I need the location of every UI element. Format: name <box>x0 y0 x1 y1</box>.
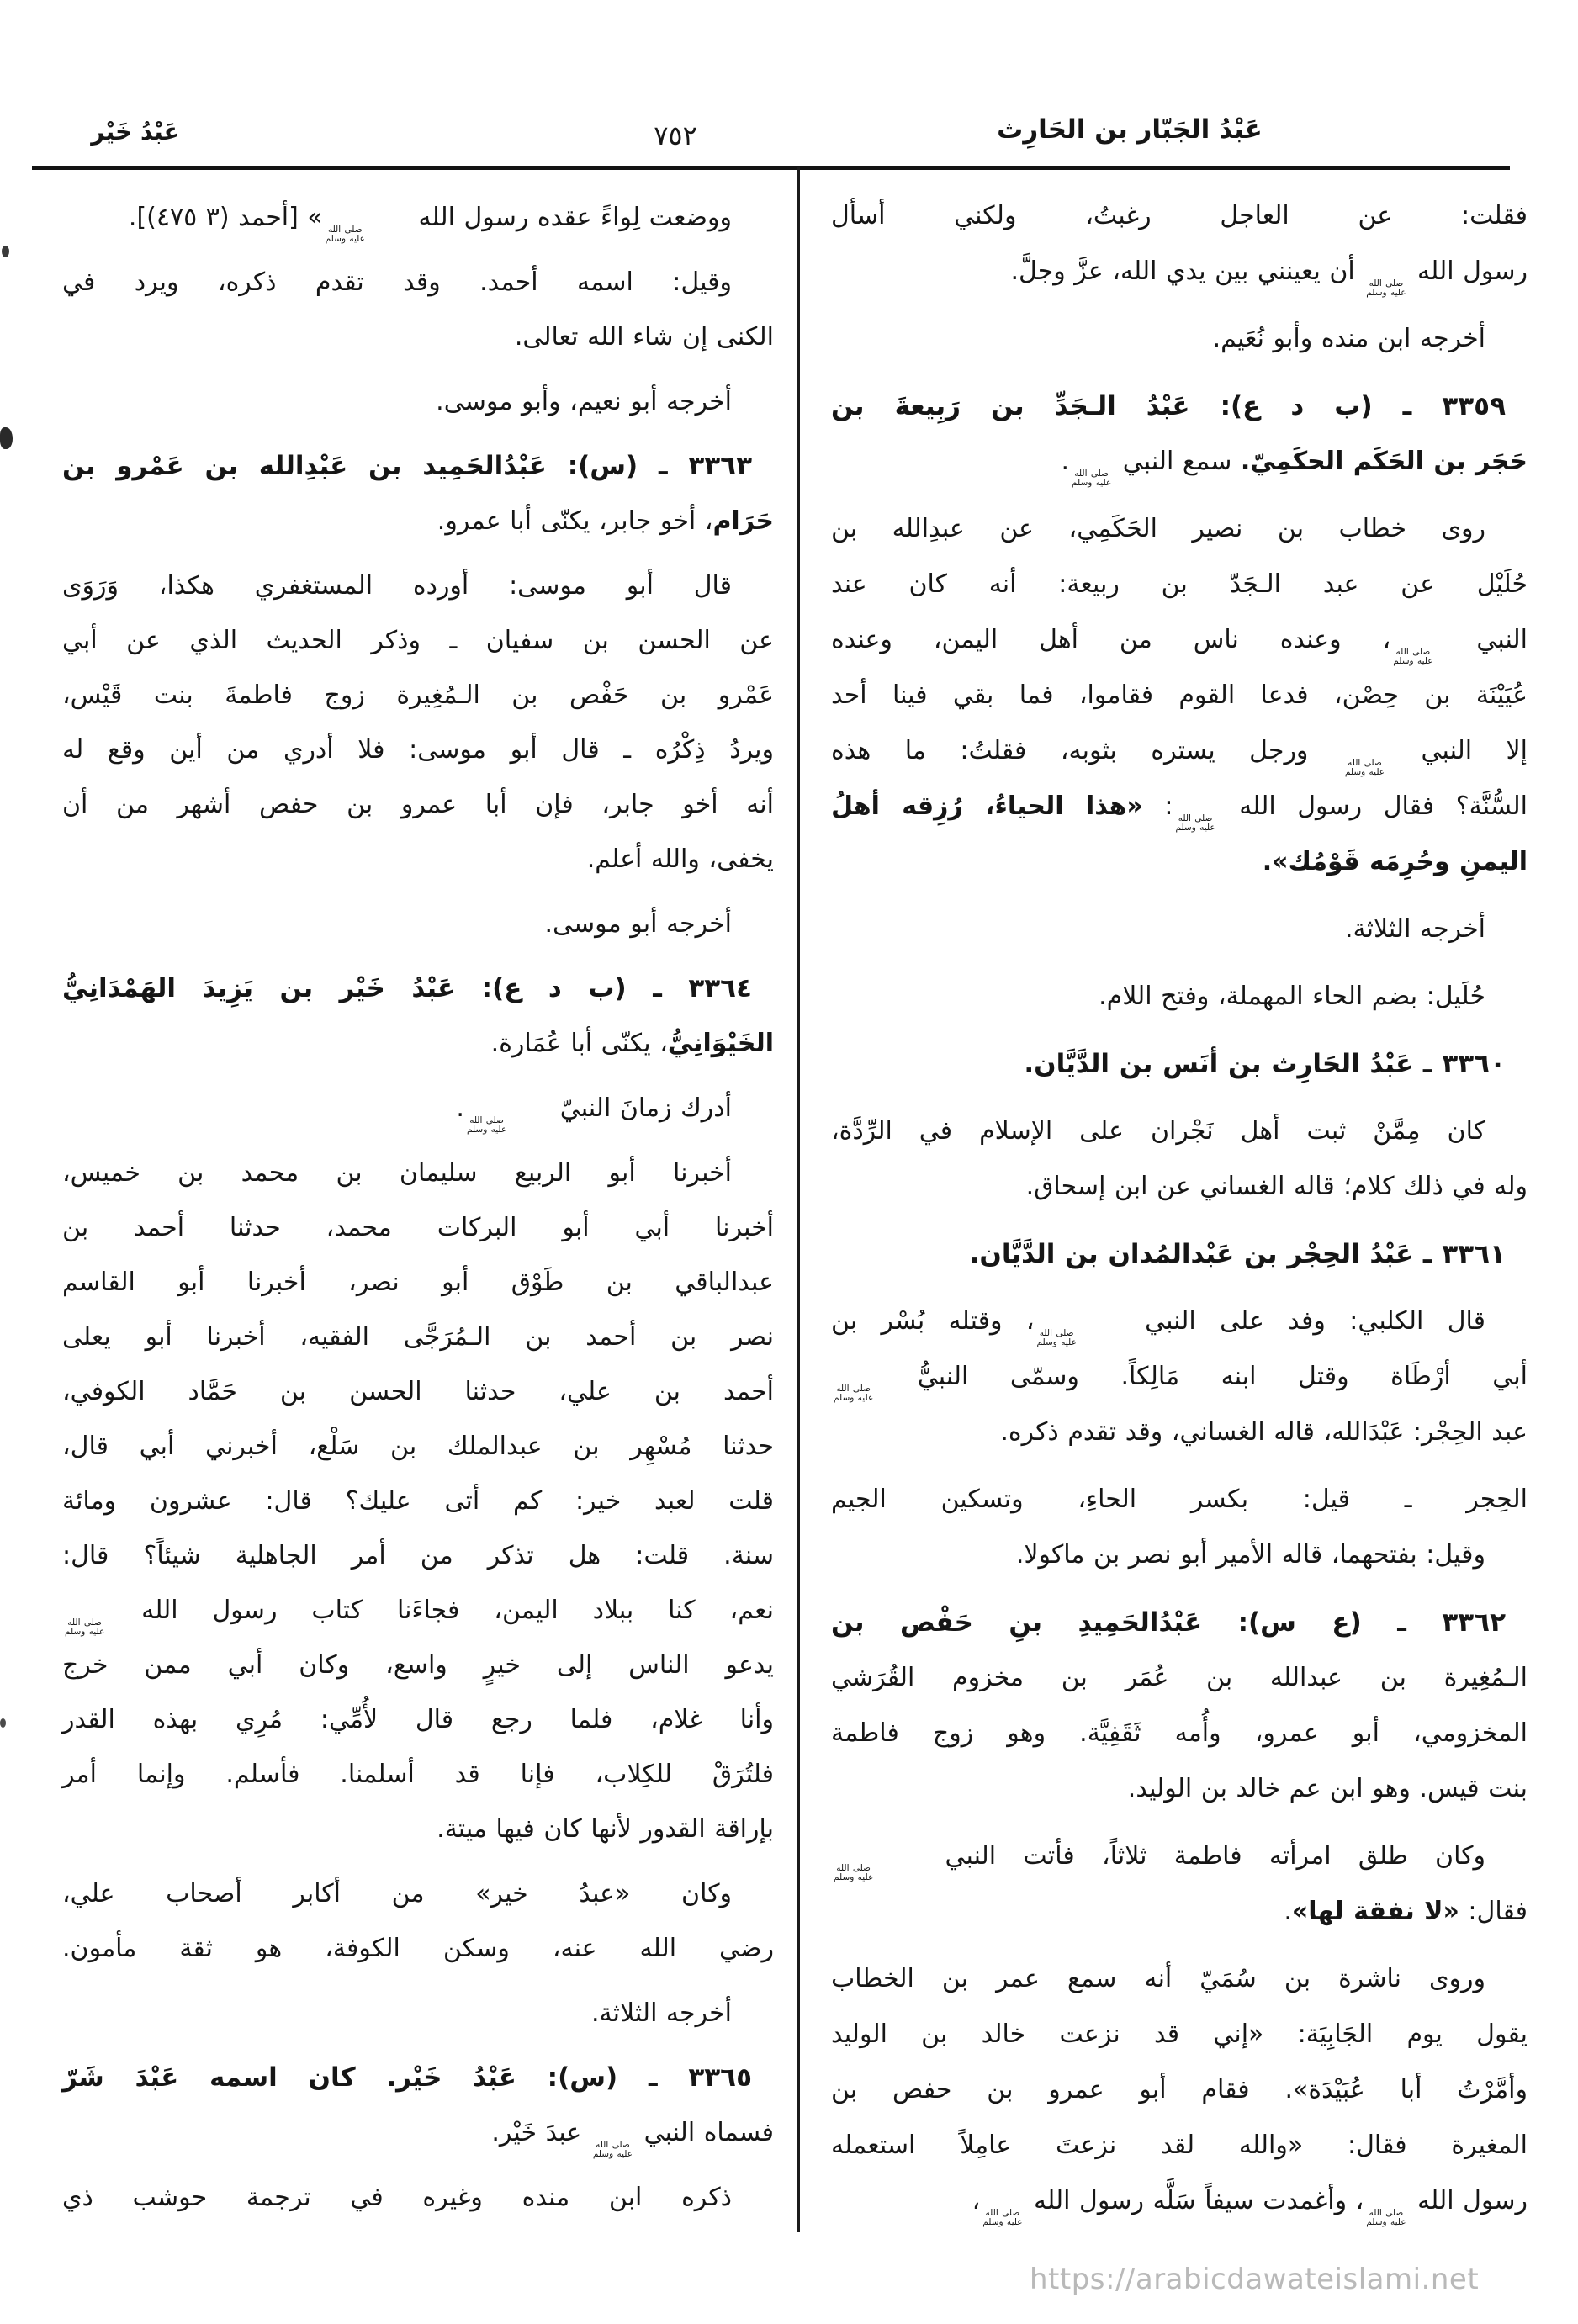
text-line: أخرجه أبو نعيم، وأبو موسى. <box>436 387 732 416</box>
text-line: روى خطاب بن نصير الحَكَمِي، عن عبدِالله بن <box>831 514 1485 543</box>
entry-heading-line: ٣٣٦٤ ـ (ب د ع): عَبْدُ خَيْر بن يَزِيدَ الهَمْدَانِيُّ <box>62 973 752 1003</box>
text-line: وأنا غلام، فلما رجع قال لأُمِّي: مُرِي بهذه القدر <box>62 1705 774 1734</box>
text-line: أخبرنا أبي أبو البركات محمد، حدثنا أحمد بن <box>62 1213 774 1242</box>
column-divider-rule <box>797 167 800 2232</box>
text-line: أخرجه أبو موسى. <box>544 909 732 939</box>
text-line: وقيل: اسمه أحمد. وقد تقدم ذكره، ويرد في <box>62 267 732 297</box>
text-line: يقول يوم الجَابِيَة: «إني قد نزعت خالد بن الوليد <box>831 2020 1528 2049</box>
text-line: الخَيْوَانِيُّ، يكنّى أبا عُمَارة. <box>490 1029 774 1058</box>
text-line: يدعو الناس إلى خيرٍ واسع، وكان أبي ممن خرج <box>62 1650 774 1680</box>
header-rule <box>32 166 1510 170</box>
text-line: بنت قيس. وهو ابن عم خالد بن الوليد. <box>1127 1774 1528 1803</box>
text-line: حدثنا مُسْهِر بن عبدالملك بن سَلْع، أخبرني أبي قال، <box>62 1432 774 1461</box>
text-line: الـمُغِيرة بن عبدالله بن عُمَر بن مخزوم القُرَشي <box>831 1663 1528 1692</box>
text-line: السُّنَّة؟ فقال رسول الله صلى الله عليه وسلم : «هذا الحياءُ، رُزِقه أهلُ <box>831 791 1528 833</box>
pbuh-mark: صلى الله عليه وسلم <box>1393 647 1433 666</box>
pbuh-mark: صلى الله عليه وسلم <box>1175 813 1215 833</box>
text-line: الحِجر ـ قيل: بكسر الحاءِ، وتسكين الجيم <box>831 1485 1528 1514</box>
text-line: فقال: «لا نفقة لها». <box>1284 1897 1528 1926</box>
text-line: أخرجه ابن منده وأبو نُعَيم. <box>1212 324 1485 353</box>
text-line: أبي أرْطَاة وقتل ابنه مَالِكاً. وسمّى النبيُّ صلى الله عليه وسلم <box>834 1362 1528 1403</box>
entry-heading-line: ٣٣٦٣ ـ (س): عَبْدُالحَمِيد بن عَبْدِالله بن عَمْرو بن <box>62 451 752 481</box>
text-line: رسول الله صلى الله عليه وسلم ، وأغمدت سيفاً سَلَّه رسول الله صلى الله عليه وسلم ، <box>972 2186 1528 2227</box>
pbuh-mark: صلى الله عليه وسلم <box>834 1863 874 1882</box>
text-line: قلت لعبد خير: كم أتى عليك؟ قال: عشرون ومائة <box>62 1486 774 1516</box>
entry-heading-line: ٣٣٥٩ ـ (ب د ع): عَبْدُ الـجَدِّ بن رَبِيعةَ بن <box>831 391 1506 421</box>
header-right-title: عَبْدُ الجَبّار بن الحَارِث <box>997 114 1263 145</box>
text-line: أخرجه الثلاثة. <box>591 1998 732 2028</box>
pbuh-mark: صلى الله عليه وسلم <box>325 225 365 244</box>
scan-speck <box>0 427 13 449</box>
pbuh-mark: صلى الله عليه وسلم <box>1072 469 1112 488</box>
text-line: سنة. قلت: هل تذكر من أمر الجاهلية شيئاً؟ قال: <box>62 1541 774 1570</box>
text-line: عبد الحِجْر: عَبْدَالله، قاله الغساني، وقد تقدم ذكره. <box>1000 1417 1528 1447</box>
text-line: عُيَيْنَة بن حِصْن، فدعا القوم فقاموا، فما بقي فينا أحد <box>831 680 1528 710</box>
text-line: الكنى إن شاء الله تعالى. <box>514 322 774 352</box>
text-line: حَرَام، أخو جابر، يكنّى أبا عمرو. <box>437 506 774 536</box>
text-line: إلا النبي صلى الله عليه وسلم ورجل يستره بثوبه، فقلتُ: ما هذه <box>831 736 1528 777</box>
text-line: كان مِمَّنْ ثبت أهل نَجْران على الإسلام في الرِّدَّة، <box>831 1116 1485 1146</box>
watermark-url: https://arabicdawateislami.net <box>1030 2263 1480 2296</box>
pbuh-mark: صلى الله عليه وسلم <box>1036 1328 1077 1347</box>
text-line: وروى ناشرة بن سُمَيّ أنه سمع عمر بن الخطاب <box>831 1964 1485 1993</box>
text-line: ووضعت لِواءً عقده رسول الله صلى الله عليه وسلم » [أحمد (٣ ٤٧٥)]. <box>128 203 732 244</box>
text-line: عَمْرو بن حَفْص بن الـمُغِيرة زوج فاطمةَ بنت قَيْس، <box>62 680 774 710</box>
pbuh-mark: صلى الله عليه وسلم <box>982 2208 1023 2227</box>
text-line: أخبرنا أبو الربيع سليمان بن محمد بن خميس، <box>62 1158 732 1188</box>
text-line: المخزومي، أبو عمرو، وأُمه ثَقَفِيَّة. وهو زوج فاطمة <box>831 1718 1528 1748</box>
scan-speck <box>0 1718 6 1728</box>
text-line: حُلَيل: بضم الحاء المهملة، وفتح اللام. <box>1099 982 1485 1011</box>
header-left-title: عَبْدُ خَيْر <box>91 118 180 146</box>
text-line: رضي الله عنه، وسكن الكوفة، هو ثقة مأمون. <box>62 1934 774 1963</box>
text-line: فقلت: عن العاجل رغبتُ، ولكني أسأل <box>831 201 1528 230</box>
pbuh-mark: صلى الله عليه وسلم <box>1366 2208 1406 2227</box>
entry-heading-line: ٣٣٦٠ ـ عَبْدُ الحَارِث بن أنَس بن الدَّيَّان. <box>1024 1049 1506 1079</box>
text-line: وكان طلق امرأته فاطمة ثلاثاً، فأتت النبي صلى الله عليه وسلم <box>834 1841 1485 1882</box>
scan-speck <box>2 246 9 257</box>
text-line: يخفى، والله أعلم. <box>586 844 774 874</box>
text-line: فسماه النبي صلى الله عليه وسلم عبدَ خَيْر. <box>491 2118 774 2159</box>
text-line: أدرك زمانَ النبيّ صلى الله عليه وسلم . <box>456 1093 732 1135</box>
entry-heading-line: ٣٣٦١ ـ عَبْدُ الحِجْر بن عَبْدالمُدان بن الدَّيَّان. <box>969 1239 1506 1269</box>
text-line: المغيرة فقال: «والله لقد نزعتَ عامِلاً استعمله <box>831 2131 1528 2160</box>
text-line: أنه أخو جابر، فإن أبا عمرو بن حفص أشهر من أن <box>62 790 774 819</box>
page-number: ٧٥٢ <box>654 119 697 151</box>
text-line: عبدالباقي بن طَوْق أبو نصر، أخبرنا أبو القاسم <box>62 1268 774 1297</box>
text-line: رسول الله صلى الله عليه وسلم أن يعينني بين يدي الله، عزَّ وجلَّ. <box>1010 257 1528 298</box>
text-line: بإراقة القدور لأنها كان فيها ميتة. <box>437 1814 774 1844</box>
text-line: نصر بن أحمد بن الـمُرَجَّى الفقيه، أخبرنا أبو يعلى <box>62 1322 774 1352</box>
text-line: قال الكلبي: وفد على النبي صلى الله عليه وسلم ، وقتله بُسْر بن <box>831 1306 1485 1347</box>
pbuh-mark: صلى الله عليه وسلم <box>592 2140 633 2159</box>
text-line: النبي صلى الله عليه وسلم ، وعنده ناس من أهل اليمن، وعنده <box>831 625 1528 666</box>
text-line: قال أبو موسى: أورده المستغفري هكذا، وَرَوَى <box>62 571 732 601</box>
text-line: اليمنِ وحُرِمَه قَوْمُك». <box>1262 847 1528 876</box>
column-right <box>831 188 1528 2229</box>
text-line: وقيل: بفتحهما، قاله الأمير أبو نصر بن ماكولا. <box>1015 1540 1485 1570</box>
text-line: ويردُ ذِكْرُه ـ قال أبو موسى: فلا أدري من أين وقع له <box>62 735 774 765</box>
column-left <box>62 190 774 2225</box>
text-line: أخرجه الثلاثة. <box>1345 914 1485 944</box>
text-line: فلتُرَقْ للكِلاب، فإنا قد أسلمنا. فأسلم. وإنما أمر <box>62 1760 774 1789</box>
text-line: وكان «عبدُ خير» من أكابر أصحاب علي، <box>62 1879 732 1908</box>
text-line: وأمَّرْتُ أبا عُبَيْدَة». فقام أبو عمرو بن حفص بن <box>831 2075 1528 2104</box>
pbuh-mark: صلى الله عليه وسلم <box>65 1617 105 1637</box>
text-line: ذكره ابن منده وغيره في ترجمة حوشب ذي <box>62 2183 732 2212</box>
pbuh-mark: صلى الله عليه وسلم <box>834 1384 874 1403</box>
entry-heading-line: ٣٣٦٢ ـ (ع س): عَبْدُالحَمِيدِ بنِ حَفْص بن <box>831 1607 1506 1638</box>
text-line: حُلَيْل عن عبد الـجَدّ بن ربيعة: أنه كان عند <box>831 569 1528 599</box>
pbuh-mark: صلى الله عليه وسلم <box>1366 278 1406 298</box>
pbuh-mark: صلى الله عليه وسلم <box>466 1115 507 1135</box>
entry-heading-line: ٣٣٦٥ ـ (س): عَبْدُ خَيْر. كان اسمه عَبْدَ شَرّ <box>62 2062 752 2093</box>
text-line: عن الحسن بن سفيان ـ وذكر الحديث الذي عن أبي <box>62 626 774 655</box>
text-line: نعم، كنا ببلاد اليمن، فجاءَنا كتاب رسول الله صلى الله عليه وسلم <box>65 1596 774 1637</box>
text-line: وله في ذلك كلام؛ قاله الغساني عن ابن إسحاق. <box>1025 1172 1528 1201</box>
text-line: أحمد بن علي، حدثنا الحسن بن حَمَّاد الكوفي، <box>62 1377 774 1406</box>
text-line: حَجَر بن الحَكَم الحكَمِيّ. سمع النبي صلى الله عليه وسلم . <box>1061 447 1528 488</box>
pbuh-mark: صلى الله عليه وسلم <box>1344 758 1385 777</box>
